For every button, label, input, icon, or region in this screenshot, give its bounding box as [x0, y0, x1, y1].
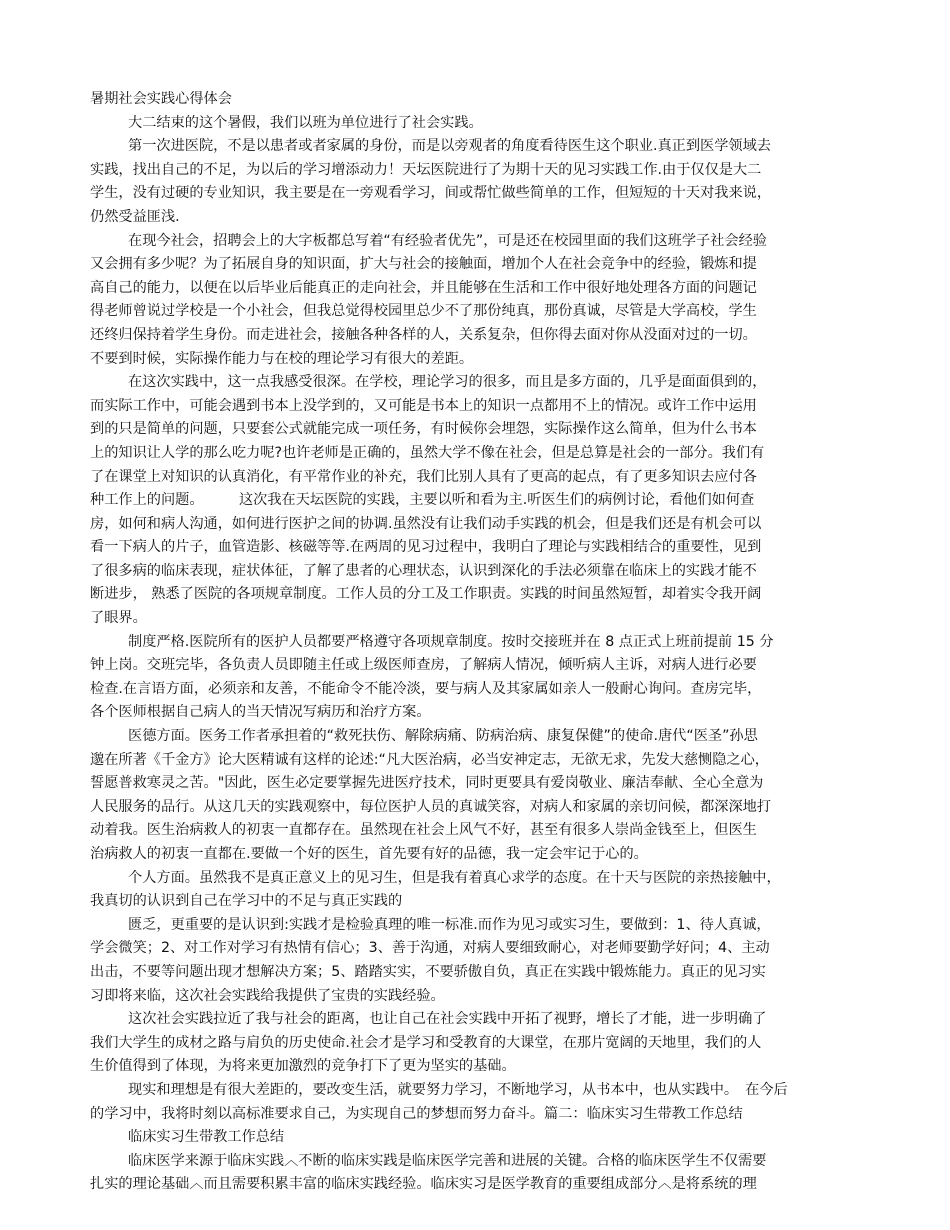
text-line: 学生，没有过硬的专业知识，我主要是在一旁观看学习，间或帮忙做些简单的工作，但短短的十天对我来说，	[90, 185, 772, 202]
text-line: 医德方面。医务工作者承担着的“救死扶伤、解除病痛、防病治病、康复保健”的使命.唐代“医圣”孙思	[128, 728, 758, 745]
text-line: 第一次进医院，不是以患者或者家属的身份，而是以旁观者的角度看待医生这个职业.真正到医学领域去	[128, 138, 771, 155]
text-line: 现实和理想是有很大差距的，要改变生活，就要努力学习，不断地学习，从书本中，也从实践中。 在今后	[128, 1081, 788, 1098]
text-line: 在现今社会，招聘会上的大字板都总写着“有经验者优先”，可是还在校园里面的我们这班学子社会经验	[128, 232, 767, 249]
document-body	[90, 88, 870, 1197]
document-title: 暑期社会实践心得体会	[90, 91, 232, 107]
text-line: 钟上岗。交班完毕，各负责人员即随主任或上级医师查房，了解病人情况，倾听病人主诉，对病人进行必要	[90, 657, 757, 674]
text-line: 扎实的理论基础︿而且需要积累丰富的临床实践经验。临床实习是医学教育的重要组成部分︿是将系统的理	[90, 1176, 757, 1193]
text-line: 仍然受益匪浅.	[90, 208, 180, 225]
text-line: 出击，不要等问题出现才想解决方案；5、踏踏实实，不要骄傲自负，真正在实践中锻炼能力。真正的见习实	[90, 963, 766, 980]
text-line: 而实际工作中，可能会遇到书本上没学到的，又可能是书本上的知识一点都用不上的情况。或许工作中运用	[90, 397, 757, 414]
text-line: 邈在所著《千金方》论大医精诚有这样的论述:“凡大医治病，必当安神定志，无欲无求，先发大慈恻隐之心，	[90, 751, 769, 768]
text-line: 了在课堂上对知识的认真消化，有平常作业的补充，我们比别人具有了更高的起点，有了更多知识去应付各	[90, 468, 757, 485]
text-line: 治病救人的初衷一直都在.要做一个好的医生，首先要有好的品德，我一定会牢记于心的。	[90, 846, 648, 862]
text-line: 动着我。医生治病救人的初衷一直都存在。虽然现在社会上风气不好，甚至有很多人崇尚金钱至上，但医生	[90, 822, 757, 839]
text-line: 了很多病的临床表现，症状体征，了解了患者的心理状态，认识到深化的手法必须靠在临床上的实践才能不	[90, 562, 757, 579]
text-line: 高自己的能力，以便在以后毕业后能真正的走向社会，并且能够在生活和工作中很好地处理各方面的问题记	[90, 279, 757, 296]
text-line: 临床医学来源于临床实践︿不断的临床实践是临床医学完善和进展的关键。合格的临床医学生不仅需要	[128, 1152, 767, 1169]
text-line: 种工作上的问题。 这次我在天坛医院的实践，主要以听和看为主.听医生们的病例讨论，看他们如何查	[90, 492, 755, 509]
text-line: 到的只是简单的问题，只要套公式就能完成一项任务，有时候你会埋怨，实际操作这么简单，但为什么书本	[90, 421, 757, 438]
text-line: 了眼界。	[90, 610, 147, 627]
text-line: 个人方面。虽然我不是真正意义上的见习生，但是我有着真心求学的态度。在十天与医院的亲热接触中，	[128, 869, 781, 886]
text-line: 誓愿普救寒灵之苦。"因此，医生必定要掌握先进医疗技术，同时更要具有爱岗敬业、廉洁奉献、全心全意为	[90, 775, 764, 792]
text-line: 大二结束的这个暑假，我们以班为单位进行了社会实践。	[128, 114, 483, 131]
text-line: 习即将来临，这次社会实践给我提供了宝贵的实践经验。	[90, 987, 445, 1004]
text-line: 制度严格.医院所有的医护人员都要严格遵守各项规章制度。按时交接班并在 8 点正式上班前提前 15 分	[128, 633, 774, 650]
text-line: 我真切的认识到自己在学习中的不足与真正实践的	[90, 893, 403, 910]
text-line: 房，如何和病人沟通，如何进行医护之间的协调.虽然没有让我们动手实践的机会，但是我们还是有机会可以	[90, 515, 762, 532]
text-line: 各个医师根据自己病人的当天情况写病历和治疗方案。	[90, 704, 431, 721]
text-line: 生价值得到了体现，为将来更加激烈的竞争打下了更为坚实的基础。	[90, 1058, 516, 1075]
text-line: 人民服务的品行。从这几天的实践观察中，每位医护人员的真诚笑容，对病人和家属的亲切问候，都深深地打	[90, 798, 772, 815]
text-line: 我们大学生的成材之路与肩负的历史使命.社会才是学习和受教育的大课堂，在那片宽阔的天地里，我们的人	[90, 1034, 762, 1051]
text-line: 得老师曾说过学校是一个小社会，但我总觉得校园里总少不了那份纯真，那份真诚，尽管是大学高校，学生	[90, 303, 757, 320]
text-line: 临床实习生带教工作总结	[128, 1129, 285, 1146]
text-line: 在这次实践中，这一点我感受很深。在学校，理论学习的很多，而且是多方面的，几乎是面面俱到的，	[128, 374, 767, 391]
text-line: 匮乏，更重要的是认识到:实践才是检验真理的唯一标准.而作为见习或实习生，要做到：1、待人真诚，	[128, 916, 771, 933]
text-line: 看一下病人的片子，血管造影、核磁等等.在两周的见习过程中，我明白了理论与实践相结合的重要性，见到	[90, 539, 762, 556]
text-line: 这次社会实践拉近了我与社会的距离，也让自己在社会实践中开拓了视野，增长了才能，进一步明确了	[128, 1011, 767, 1028]
text-line: 又会拥有多少呢？为了拓展自身的知识面，扩大与社会的接触面，增加个人在社会竞争中的经验，锻炼和提	[90, 256, 757, 273]
text-line: 不要到时候，实际操作能力与在校的理论学习有很大的差距。	[90, 350, 474, 367]
text-line: 实践，找出自己的不足，为以后的学习增添动力！天坛医院进行了为期十天的见习实践工作.由于仅仅是大二	[90, 161, 762, 178]
text-line: 断进步， 熟悉了医院的各项规章制度。工作人员的分工及工作职责。实践的时间虽然短暂，却着实令我开阔	[90, 586, 762, 603]
text-line: 的学习中，我将时刻以高标准要求自己，为实现自己的梦想而努力奋斗。篇二：临床实习生带教工作总结	[90, 1105, 743, 1122]
text-line: 还终归保持着学生身份。而走进社会，接触各种各样的人，关系复杂，但你得去面对你从没面对过的一切。	[90, 326, 757, 343]
text-line: 上的知识让人学的那么吃力呢?也许老师是正确的，虽然大学不像在社会，但是总算是社会的一部分。我们有	[90, 444, 765, 461]
text-line: 检查.在言语方面，必须亲和友善，不能命令不能冷淡，要与病人及其家属如亲人一般耐心询问。查房完毕，	[90, 680, 762, 697]
text-line: 学会微笑；2、对工作对学习有热情有信心；3、善于沟通，对病人要细致耐心，对老师要勤学好问；4、主动	[90, 940, 770, 957]
